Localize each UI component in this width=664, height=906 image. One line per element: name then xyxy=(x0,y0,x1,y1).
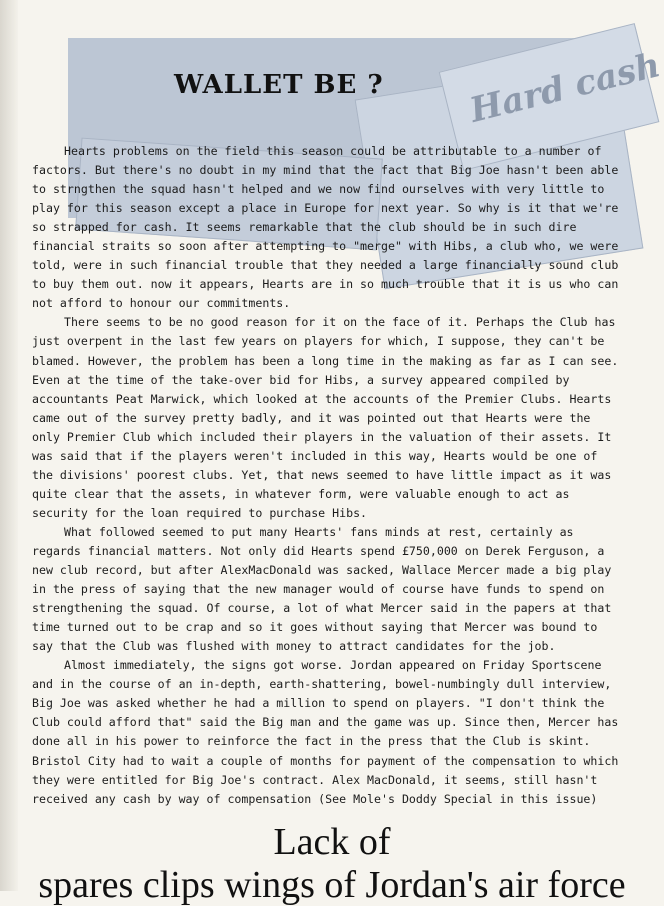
footer-headline-line1: Lack of xyxy=(273,821,391,863)
article-paragraph: There seems to be no good reason for it on the face of it. Perhaps the Club has just overpent in the last few years on players for which, I suppose, they can't be blamed. However, the problem has been a long time in the making as far as I can see. Even at the time of the take-over bid for Hibs, a survey appeared compiled by accountants Peat Marwick, which looked at the accounts of the Premier Clubs. Hearts came out of the survey pretty badly, and it was pointed out that Hearts were the only Premier Club which included their players in the valuation of their assets. It was said that if the players weren't included in this way, Hearts would be one of the divisions' poorest clubs. Yet, that news seemed to have little impact as it was quite clear that the assets, in whatever form, were valuable enough to act as security for the loan required to purchase Hibs. xyxy=(32,315,619,520)
article-paragraph: What followed seemed to put many Hearts' fans minds at rest, certainly as regards financial matters. Not only did Hearts spend £750,000 on Derek Ferguson, a new club record, but after AlexMacDonald was sacked, Wallace Mercer made a big play in the press of saying that the new manager would of course have funds to spend on strengthening the squad. Of course, a lot of what Mercer said in the papers at that time turned out to be crap and so it goes without saying that Mercer was bound to say that the Club was flushed with money to attract candidates for the job. xyxy=(32,524,612,654)
article-body xyxy=(32,142,624,809)
article-title: WALLET BE ? xyxy=(174,70,384,100)
footer-headline-line2: spares clips wings of Jordan's air force xyxy=(38,864,626,906)
page-edge xyxy=(0,0,18,891)
article-paragraph: Almost immediately, the signs got worse. Jordan appeared on Friday Sportscene and in the course of an in-depth, earth-shattering, bowel-numbingly dull interview, Big Joe was asked whether he had a million to spend on players. "I don't think the Club could afford that" said the Big man and the game was up. Since then, Mercer has done all in his power to reinforce the fact in the press that the Club is skint. Bristol City had to wait a couple of months for payment of the compensation to which they were entitled for Big Joe's contract. Alex MacDonald, it seems, still hasn't received any cash by way of compensation (See Mole's Doddy Special in this issue) xyxy=(32,658,619,806)
article-paragraph: Hearts problems on the field this season could be attributable to a number of factors. But there's no doubt in my mind that the fact that Big Joe hasn't been able to strngthen the squad hasn't helped and we now find ourselves with very little to play for this season except a place in Europe for next year. So why is it that we're so strapped for cash. It seems remarkable that the club should be in such dire financial straits so soon after attempting to "merge" with Hibs, a club who, we were told, were in such financial trouble that they needed a large financially sound club to buy them out. now it appears, Hearts are in so much trouble that it is us who can not afford to honour our commitments. xyxy=(32,144,619,311)
clipping-headline: Hard cash xyxy=(466,45,664,131)
